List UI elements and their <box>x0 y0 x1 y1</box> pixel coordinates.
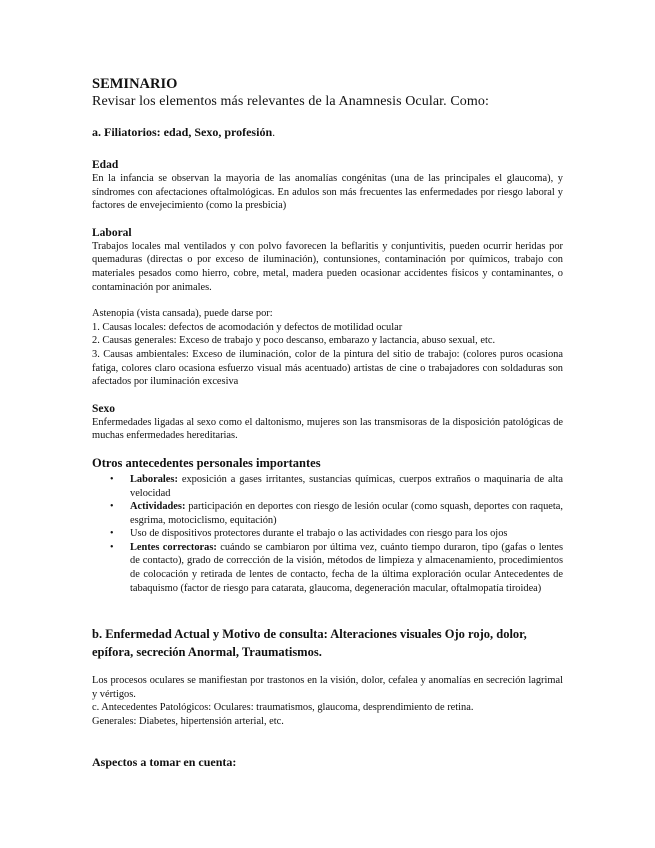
edad-paragraph: En la infancia se observan la mayoria de las anomalías congénitas (una de las principales el glaucoma), y síndromes con afectaciones oftalmológicas. En adulos son más frecuentes las enfermedades por riesgo laboral y factores de envejecimiento (como la presbicia) <box>92 173 563 212</box>
enfermedad-paragraph: Los procesos oculares se manifiestan por trastonos en la visión, dolor, cefalea y anomalías en secreción lagrimal y vértigos. <box>92 675 563 700</box>
aspectos-heading: Aspectos a tomar en cuenta: <box>92 754 237 769</box>
otros-heading: Otros antecedentes personales importantes <box>92 455 321 470</box>
antecedentes-generales-line: Generales: Diabetes, hipertensión arterial, etc. <box>92 716 284 728</box>
laboral-paragraph: Trabajos locales mal ventilados y con polvo favorecen la beflaritis y conjuntivitis, pueden ocurrir heridas por quemaduras (directas o por exceso de iluminación), contunsiones, contaminación por químicos, trabajo con materiales pesados como hierro, cobre, metal, madera pueden ocasionar accidentes físicos y contaminantes, o contaminación por animales. <box>92 240 563 293</box>
list-item <box>110 473 563 500</box>
astenopia-item-1: 1. Causas locales: defectos de acomodación y defectos de motilidad ocular <box>92 321 403 333</box>
astenopia-intro: Astenopia (vista cansada), puede darse por: <box>92 308 273 320</box>
bullet-icon: • <box>110 528 114 540</box>
astenopia-item-3: 3. Causas ambientales: Exceso de iluminación, color de la pintura del sitio de trabajo: (colores puros ocasiona fatiga, colores claro ocasiona esfuerzo visual más acentuado) artistas de cine o trabajadores con soldaduras son afectados por iluminación excesiva <box>92 348 563 388</box>
list-item <box>110 541 563 595</box>
filiatorios-label: a. Filiatorios: edad, Sexo, profesión <box>92 125 273 139</box>
document-title: SEMINARIO <box>92 76 178 92</box>
list-item-label: Actividades: <box>130 501 186 513</box>
list-item-text: participación en deportes con riesgo de lesión ocular (como squash, deportes con raqueta, esgrima, motociclismo, equitación) <box>130 501 563 526</box>
edad-heading: Edad <box>92 159 119 171</box>
list-item-text: cuándo se cambiaron por última vez, cuánto tiempo duraron, tipo (gafas o lentes de contacto), grado de corrección de la visión, métodos de limpieza y almacenamiento, procedimientos de colocación y retirada de lentes de contacto, fecha de la última exploración ocular Antecedentes de tabaquismo (factor de riesgo para catarata, glaucoma, degeneración macular, oftalmopatía tiroidea) <box>130 541 563 594</box>
list-item-label: Laborales: <box>130 473 178 485</box>
list-item <box>110 500 563 527</box>
list-item-text: exposición a gases irritantes, sustancias químicas, cuerpos extraños o maquinaria de alta velocidad <box>130 473 563 499</box>
astenopia-item-2: 2. Causas generales: Exceso de trabajo y poco descanso, embarazo y lactancia, abuso sexual, etc. <box>92 335 496 347</box>
filiatorios-punct: . <box>272 125 276 139</box>
otros-list <box>92 473 563 595</box>
sexo-heading: Sexo <box>92 402 115 415</box>
bullet-icon: • <box>110 501 114 513</box>
bullet-icon: • <box>110 541 114 553</box>
antecedentes-patologicos-line: c. Antecedentes Patológicos: Oculares: traumatismos, glaucoma, desprendimiento de retina. <box>92 702 474 714</box>
list-item <box>110 527 563 541</box>
list-item-text: Uso de dispositivos protectores durante el trabajo o las actividades con riesgo para los ojos <box>130 528 508 540</box>
sexo-paragraph: Enfermedades ligadas al sexo como el daltonismo, mujeres son las transmisoras de la disposición patológicas de muchas enfermedades hereditarias. <box>92 416 563 442</box>
filiatorios-heading <box>92 125 563 140</box>
bullet-icon: • <box>110 473 114 485</box>
enfermedad-heading: b. Enfermedad Actual y Motivo de consulta: Alteraciones visuales Ojo rojo, dolor, epífora, secreción Anormal, Traumatismos. <box>92 627 527 660</box>
document-subtitle: Revisar los elementos más relevantes de la Anamnesis Ocular. Como: <box>92 94 489 109</box>
list-item-label: Lentes correctoras: <box>130 541 217 553</box>
laboral-heading: Laboral <box>92 226 132 239</box>
